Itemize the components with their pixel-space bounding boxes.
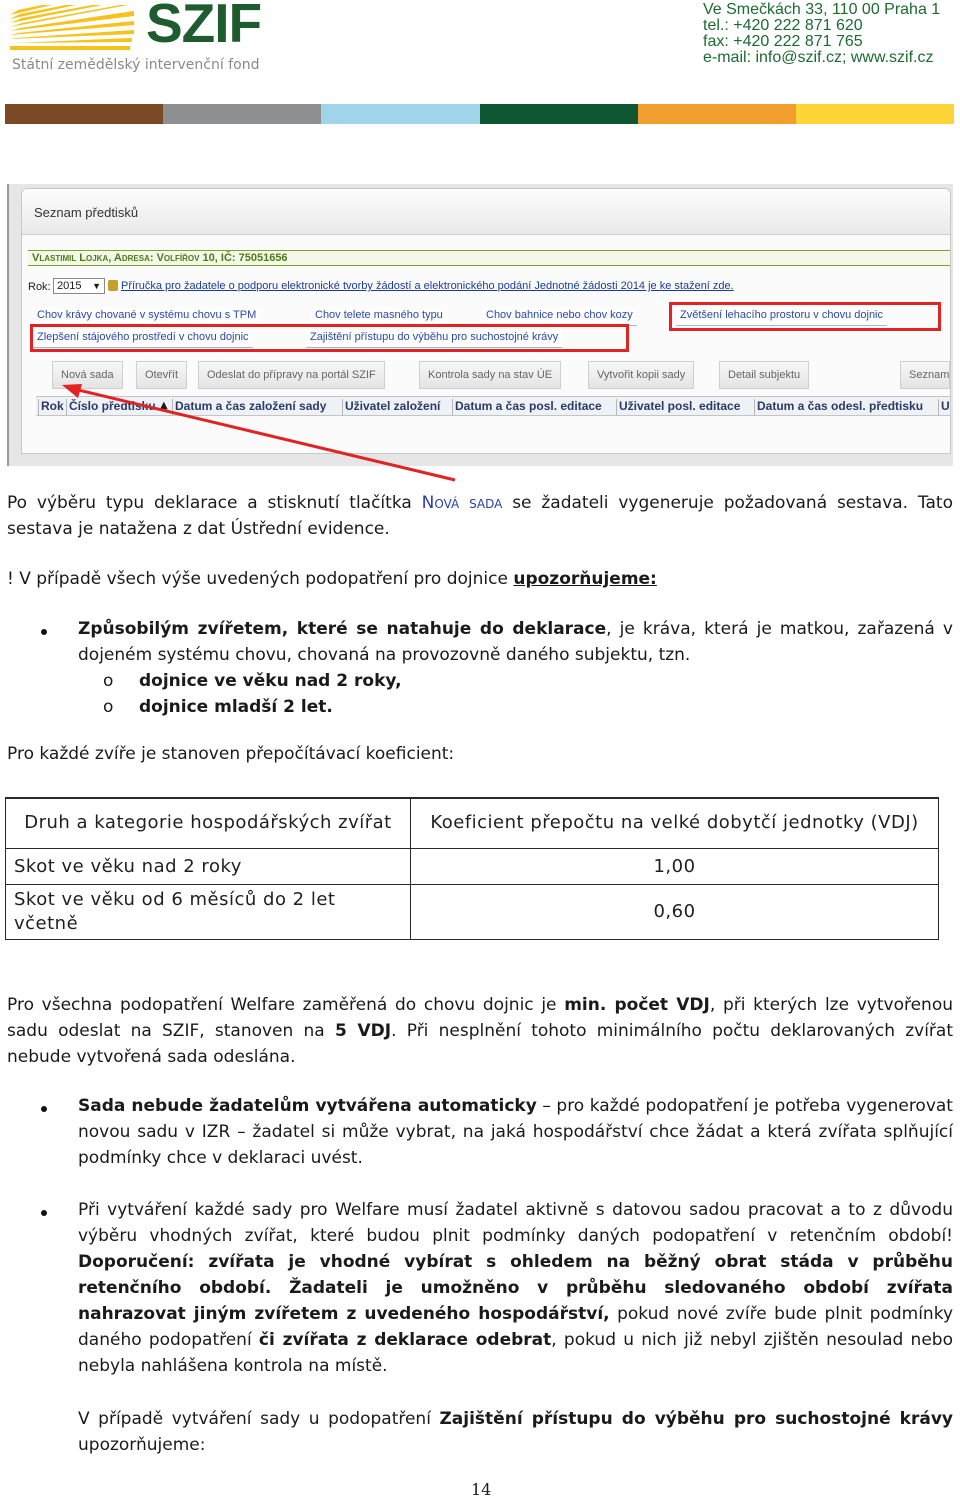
sub-bullet: o [103, 671, 114, 691]
text: dojnice mladší 2 let. [139, 697, 333, 717]
bullet-icon [41, 1098, 51, 1108]
table-header: Druh a kategorie hospodářských zvířat [6, 798, 411, 848]
tab-zajisteni-pristupu-do-vybehu[interactable]: Zajištění přístupu do výběhu pro suchostojné krávy [306, 329, 562, 348]
nova-sada-button[interactable]: Nová sada [52, 361, 123, 389]
table-header: Koeficient přepočtu na velké dobytčí jednotky (VDJ) [411, 798, 939, 848]
text: Sada nebude žadatelům vytvářena automaticky [78, 1096, 537, 1116]
text: Pro všechna podopatření Welfare zaměřená do chovu dojnic je [7, 995, 565, 1015]
col-datum-odeslani[interactable]: Datum a čas odesl. předtisku [754, 399, 938, 416]
text: pokud nové zvíře bude plnit podmínky daného podopatření [78, 1304, 953, 1350]
text: 5 VDJ [334, 1021, 392, 1041]
list-item [78, 1197, 953, 1379]
paragraph-min-vdj [7, 992, 953, 1070]
logo-subtitle: Státní zemědělský intervenční fond [12, 57, 260, 73]
text: V případě vytváření sady u podopatření [78, 1409, 440, 1429]
kontrola-sady-button[interactable]: Kontrola sady na stav ÚE [419, 361, 561, 389]
sort-up-icon: ▲ [160, 400, 168, 411]
table-cell: Skot ve věku od 6 měsíců do 2 let včetně [6, 884, 411, 939]
contact-phone: tel.: +420 222 871 620 [703, 17, 863, 34]
col-uzivatel-zalozeni[interactable]: Uživatel založení [342, 399, 452, 416]
text: se žadateli vygeneruje požadovaná sestava. Tato sestava je natažena z dat Ústřední evidence. [7, 493, 953, 539]
guide-link[interactable]: Příručka pro žadatele o podporu elektronické tvorby žádostí a elektronického podání Jednotné žádosti 2014 je ke stažení zde. [121, 280, 734, 292]
col-datum-zalozeni[interactable]: Datum a čas založení sady [172, 399, 342, 416]
panel-title: Seznam předtisků [34, 205, 139, 220]
paragraph-upozornujeme [7, 566, 953, 592]
col-u[interactable]: U [938, 399, 950, 416]
col-datum-editace[interactable]: Datum a čas posl. editace [452, 399, 616, 416]
user-info-line: Vlastimil Lojka, Adresa: Volfířov 10, IČ: 75051656 [28, 250, 950, 266]
text: upozorňujeme: [78, 1435, 206, 1455]
upozornujeme-heading: upozorňujeme: [513, 569, 657, 589]
bullet-icon [41, 1202, 51, 1212]
text: , je kráva, která je matkou, zařazená v dojeném systému chovu, chovaná na provozovně daného subjektu, tzn. [78, 619, 953, 665]
col-cislo-predtisku[interactable]: Číslo předtisku [66, 399, 170, 416]
table-cell: 0,60 [411, 884, 939, 939]
text: dojnice ve věku nad 2 roky, [139, 671, 402, 691]
text: Zajištění přístupu do výběhu pro suchostojné krávy [439, 1409, 953, 1429]
col-rok[interactable]: Rok [38, 399, 66, 416]
chevron-down-icon: ▼ [92, 281, 101, 291]
vytvorit-kopii-button[interactable]: Vytvořit kopii sady [588, 361, 694, 389]
red-arrow-icon [0, 0, 960, 500]
text: . Při nesplnění tohoto minimálního počtu deklarovaných zvířat nebude vytvořená sada odeslána. [7, 1021, 953, 1067]
contact-email: e-mail: info@szif.cz; www.szif.cz [703, 49, 934, 66]
text: Doporučení: zvířata je vhodné vybírat s ohledem na běžný obrat stáda v průběhu retenčního období. Žadateli je umožněno v průběhu sledovaného období zvířata nahrazovat jiným zvířetem z uvedeného hospodářství, [78, 1252, 953, 1324]
tab-chov-telete[interactable]: Chov telete masného typu [311, 307, 447, 326]
page-number: 14 [471, 1480, 492, 1499]
text: , pokud u nich již nebyl zjištěn nesoulad nebo nebyla nahlášena kontrola na místě. [78, 1330, 953, 1376]
odeslat-button[interactable]: Odeslat do přípravy na portál SZIF [198, 361, 385, 389]
text: ! V případě všech výše uvedených podopatření pro dojnice [7, 569, 514, 589]
seznam-button[interactable]: Seznam [900, 361, 950, 389]
tab-zlepseni-stajoveho-prostredi[interactable]: Zlepšení stájového prostředí v chovu dojnic [33, 329, 253, 348]
text: Při vytváření každé sady pro Welfare musí žadatel aktivně s datovou sadou pracovat a to z důvodu výběru vhodných zvířat, které budou plnit podmínky daných podopatření v retenčním období! [78, 1200, 953, 1246]
contact-address: Ve Smečkách 33, 110 00 Praha 1 [703, 1, 941, 18]
nova-sada-ref: Nová sada [421, 493, 503, 513]
paragraph-nova-sada [7, 490, 953, 542]
col-uzivatel-editace[interactable]: Uživatel posl. editace [616, 399, 754, 416]
text: Způsobilým zvířetem, které se natahuje do deklarace [78, 619, 607, 639]
text: či zvířata z deklarace odebrat [258, 1330, 552, 1350]
list-item [78, 616, 953, 668]
paragraph-koeficient: Pro každé zvíře je stanoven přepočítávací koeficient: [7, 744, 455, 764]
contact-fax: fax: +420 222 871 765 [703, 33, 863, 50]
detail-subjektu-button[interactable]: Detail subjektu [719, 361, 809, 389]
table-cell: Skot ve věku nad 2 roky [6, 848, 411, 884]
logo-text: SZIF [146, 0, 262, 54]
otevrit-button[interactable]: Otevřít [136, 361, 187, 389]
tab-chov-bahnice[interactable]: Chov bahnice nebo chov kozy [482, 307, 637, 326]
sub-list-item [103, 668, 402, 694]
tab-chov-kravy-tpm[interactable]: Chov krávy chované v systému chovu s TPM [33, 307, 260, 326]
text: min. počet VDJ [564, 995, 710, 1015]
paragraph-vybeh [78, 1406, 953, 1458]
table-cell: 1,00 [411, 848, 939, 884]
text: – pro každé podopatření je potřeba vygenerovat novou sadu v IZR – žadatel si může vybrat, na jaká hospodářství chce žádat a která zvířata splňující podmínky chce v deklaraci uvést. [78, 1096, 953, 1168]
text: , při kterých lze vytvořenou sadu odeslat na SZIF, stanoven na [7, 995, 953, 1041]
bullet-icon [41, 621, 51, 631]
rok-label: Rok: [28, 281, 51, 293]
vdj-table [5, 797, 939, 940]
text: Po výběru typu deklarace a stisknutí tlačítka [7, 493, 422, 513]
sub-bullet: o [103, 697, 114, 717]
list-item [78, 1093, 953, 1171]
rok-value: 2015 [57, 280, 82, 292]
tab-zvetseni-lehaciho-prostoru[interactable]: Zvětšení lehacího prostoru v chovu dojnic [676, 307, 887, 326]
sub-list-item [103, 694, 333, 720]
